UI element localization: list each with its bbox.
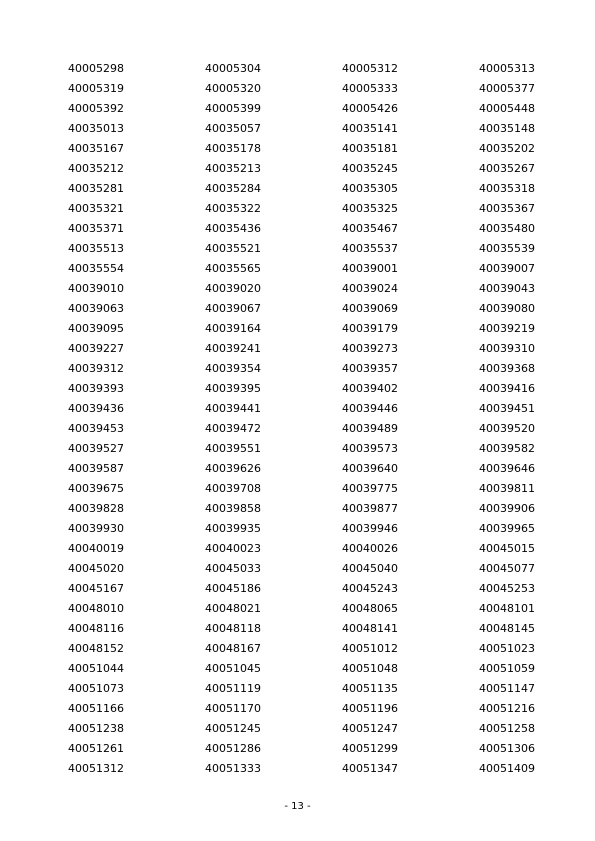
id-number-cell: 40039010 xyxy=(68,282,124,295)
id-number-cell: 40039354 xyxy=(205,362,261,375)
id-number-cell: 40045015 xyxy=(479,542,535,555)
id-number-cell: 40039965 xyxy=(479,522,535,535)
id-number-cell: 40039001 xyxy=(342,262,398,275)
id-number-cell: 40035181 xyxy=(342,142,398,155)
id-number-cell: 40005312 xyxy=(342,62,398,75)
grid-row xyxy=(68,680,548,700)
id-number-cell: 40039007 xyxy=(479,262,535,275)
grid-row xyxy=(68,240,548,260)
id-number-cell: 40035167 xyxy=(68,142,124,155)
id-number-cell: 40051147 xyxy=(479,682,535,695)
grid-row xyxy=(68,260,548,280)
id-number-cell: 40039472 xyxy=(205,422,261,435)
id-number-cell: 40039877 xyxy=(342,502,398,515)
id-number-cell: 40051286 xyxy=(205,742,261,755)
id-number-cell: 40039446 xyxy=(342,402,398,415)
id-number-cell: 40045167 xyxy=(68,582,124,595)
grid-row xyxy=(68,560,548,580)
id-number-cell: 40039179 xyxy=(342,322,398,335)
grid-row xyxy=(68,540,548,560)
id-number-cell: 40051044 xyxy=(68,662,124,675)
id-number-cell: 40045020 xyxy=(68,562,124,575)
grid-row xyxy=(68,80,548,100)
grid-row xyxy=(68,760,548,780)
id-number-cell: 40048167 xyxy=(205,642,261,655)
id-number-cell: 40035178 xyxy=(205,142,261,155)
id-number-cell: 40035325 xyxy=(342,202,398,215)
id-number-cell: 40005448 xyxy=(479,102,535,115)
grid-row xyxy=(68,380,548,400)
id-number-cell: 40048116 xyxy=(68,622,124,635)
id-number-cell: 40051312 xyxy=(68,762,124,775)
id-number-cell: 40005426 xyxy=(342,102,398,115)
id-number-cell: 40051170 xyxy=(205,702,261,715)
id-number-cell: 40039930 xyxy=(68,522,124,535)
id-number-cell: 40039402 xyxy=(342,382,398,395)
id-number-cell: 40035467 xyxy=(342,222,398,235)
id-number-cell: 40051196 xyxy=(342,702,398,715)
id-number-cell: 40035267 xyxy=(479,162,535,175)
grid-row xyxy=(68,700,548,720)
id-number-cell: 40039219 xyxy=(479,322,535,335)
id-number-cell: 40051012 xyxy=(342,642,398,655)
id-number-cell: 40039573 xyxy=(342,442,398,455)
grid-row xyxy=(68,660,548,680)
id-number-cell: 40005304 xyxy=(205,62,261,75)
id-number-cell: 40035436 xyxy=(205,222,261,235)
id-number-cell: 40039043 xyxy=(479,282,535,295)
id-number-cell: 40039520 xyxy=(479,422,535,435)
grid-row xyxy=(68,340,548,360)
id-number-cell: 40045033 xyxy=(205,562,261,575)
id-number-cell: 40039828 xyxy=(68,502,124,515)
grid-row xyxy=(68,160,548,180)
id-number-cell: 40048101 xyxy=(479,602,535,615)
id-number-cell: 40035367 xyxy=(479,202,535,215)
grid-row xyxy=(68,60,548,80)
id-number-cell: 40035565 xyxy=(205,262,261,275)
id-number-cell: 40039906 xyxy=(479,502,535,515)
id-number-cell: 40035245 xyxy=(342,162,398,175)
id-number-cell: 40040023 xyxy=(205,542,261,555)
id-number-cell: 40051045 xyxy=(205,662,261,675)
id-number-cell: 40035537 xyxy=(342,242,398,255)
id-number-cell: 40035013 xyxy=(68,122,124,135)
id-number-cell: 40039675 xyxy=(68,482,124,495)
id-number-cell: 40039441 xyxy=(205,402,261,415)
grid-row xyxy=(68,600,548,620)
grid-row xyxy=(68,400,548,420)
id-number-cell: 40039273 xyxy=(342,342,398,355)
id-number-cell: 40005399 xyxy=(205,102,261,115)
id-number-cell: 40048145 xyxy=(479,622,535,635)
id-number-cell: 40039164 xyxy=(205,322,261,335)
id-number-cell: 40039626 xyxy=(205,462,261,475)
id-number-cell: 40040026 xyxy=(342,542,398,555)
id-number-cell: 40039640 xyxy=(342,462,398,475)
id-number-cell: 40045186 xyxy=(205,582,261,595)
grid-row xyxy=(68,440,548,460)
id-number-cell: 40035202 xyxy=(479,142,535,155)
id-number-cell: 40035322 xyxy=(205,202,261,215)
grid-row xyxy=(68,120,548,140)
id-number-cell: 40039227 xyxy=(68,342,124,355)
id-number-grid xyxy=(68,60,548,780)
id-number-cell: 40051216 xyxy=(479,702,535,715)
id-number-cell: 40051073 xyxy=(68,682,124,695)
id-number-cell: 40039451 xyxy=(479,402,535,415)
id-number-cell: 40039069 xyxy=(342,302,398,315)
id-number-cell: 40005392 xyxy=(68,102,124,115)
grid-row xyxy=(68,520,548,540)
id-number-cell: 40039582 xyxy=(479,442,535,455)
id-number-cell: 40051299 xyxy=(342,742,398,755)
id-number-cell: 40048141 xyxy=(342,622,398,635)
grid-row xyxy=(68,220,548,240)
id-number-cell: 40035554 xyxy=(68,262,124,275)
grid-row xyxy=(68,420,548,440)
id-number-cell: 40039357 xyxy=(342,362,398,375)
id-number-cell: 40039395 xyxy=(205,382,261,395)
grid-row xyxy=(68,640,548,660)
id-number-cell: 40051135 xyxy=(342,682,398,695)
id-number-cell: 40039453 xyxy=(68,422,124,435)
id-number-cell: 40035513 xyxy=(68,242,124,255)
id-number-cell: 40039024 xyxy=(342,282,398,295)
id-number-cell: 40035539 xyxy=(479,242,535,255)
grid-row xyxy=(68,180,548,200)
grid-row xyxy=(68,740,548,760)
id-number-cell: 40039436 xyxy=(68,402,124,415)
id-number-cell: 40039587 xyxy=(68,462,124,475)
id-number-cell: 40039646 xyxy=(479,462,535,475)
id-number-cell: 40051333 xyxy=(205,762,261,775)
id-number-cell: 40051258 xyxy=(479,722,535,735)
id-number-cell: 40039310 xyxy=(479,342,535,355)
id-number-cell: 40039020 xyxy=(205,282,261,295)
id-number-cell: 40051347 xyxy=(342,762,398,775)
id-number-cell: 40051238 xyxy=(68,722,124,735)
grid-row xyxy=(68,140,548,160)
id-number-cell: 40035213 xyxy=(205,162,261,175)
id-number-cell: 40039946 xyxy=(342,522,398,535)
id-number-cell: 40005313 xyxy=(479,62,535,75)
id-number-cell: 40039312 xyxy=(68,362,124,375)
id-number-cell: 40045040 xyxy=(342,562,398,575)
id-number-cell: 40051119 xyxy=(205,682,261,695)
id-number-cell: 40035318 xyxy=(479,182,535,195)
grid-row xyxy=(68,360,548,380)
id-number-cell: 40051059 xyxy=(479,662,535,675)
id-number-cell: 40035321 xyxy=(68,202,124,215)
id-number-cell: 40039527 xyxy=(68,442,124,455)
id-number-cell: 40035057 xyxy=(205,122,261,135)
id-number-cell: 40039775 xyxy=(342,482,398,495)
id-number-cell: 40048021 xyxy=(205,602,261,615)
id-number-cell: 40051023 xyxy=(479,642,535,655)
id-number-cell: 40035521 xyxy=(205,242,261,255)
grid-row xyxy=(68,320,548,340)
id-number-cell: 40039080 xyxy=(479,302,535,315)
id-number-cell: 40051166 xyxy=(68,702,124,715)
id-number-cell: 40039811 xyxy=(479,482,535,495)
id-number-cell: 40051409 xyxy=(479,762,535,775)
id-number-cell: 40035141 xyxy=(342,122,398,135)
grid-row xyxy=(68,100,548,120)
id-number-cell: 40005333 xyxy=(342,82,398,95)
id-number-cell: 40048065 xyxy=(342,602,398,615)
id-number-cell: 40039858 xyxy=(205,502,261,515)
grid-row xyxy=(68,500,548,520)
id-number-cell: 40048118 xyxy=(205,622,261,635)
id-number-cell: 40039393 xyxy=(68,382,124,395)
page-number: - 13 - xyxy=(284,801,311,812)
grid-row xyxy=(68,580,548,600)
id-number-cell: 40035284 xyxy=(205,182,261,195)
id-number-cell: 40039063 xyxy=(68,302,124,315)
id-number-cell: 40039095 xyxy=(68,322,124,335)
id-number-cell: 40039416 xyxy=(479,382,535,395)
id-number-cell: 40039489 xyxy=(342,422,398,435)
id-number-cell: 40051048 xyxy=(342,662,398,675)
id-number-cell: 40039067 xyxy=(205,302,261,315)
id-number-cell: 40005377 xyxy=(479,82,535,95)
grid-row xyxy=(68,280,548,300)
id-number-cell: 40039551 xyxy=(205,442,261,455)
grid-row xyxy=(68,620,548,640)
id-number-cell: 40039241 xyxy=(205,342,261,355)
id-number-cell: 40035212 xyxy=(68,162,124,175)
id-number-cell: 40051261 xyxy=(68,742,124,755)
id-number-cell: 40045077 xyxy=(479,562,535,575)
id-number-cell: 40035148 xyxy=(479,122,535,135)
id-number-cell: 40045243 xyxy=(342,582,398,595)
id-number-cell: 40048152 xyxy=(68,642,124,655)
id-number-cell: 40039368 xyxy=(479,362,535,375)
id-number-cell: 40048010 xyxy=(68,602,124,615)
id-number-cell: 40005298 xyxy=(68,62,124,75)
id-number-cell: 40039708 xyxy=(205,482,261,495)
grid-row xyxy=(68,200,548,220)
grid-row xyxy=(68,720,548,740)
grid-row xyxy=(68,460,548,480)
id-number-cell: 40035480 xyxy=(479,222,535,235)
grid-row xyxy=(68,480,548,500)
id-number-cell: 40040019 xyxy=(68,542,124,555)
id-number-cell: 40005319 xyxy=(68,82,124,95)
id-number-cell: 40035305 xyxy=(342,182,398,195)
id-number-cell: 40039935 xyxy=(205,522,261,535)
id-number-cell: 40045253 xyxy=(479,582,535,595)
id-number-cell: 40005320 xyxy=(205,82,261,95)
id-number-cell: 40035281 xyxy=(68,182,124,195)
grid-row xyxy=(68,300,548,320)
id-number-cell: 40035371 xyxy=(68,222,124,235)
id-number-cell: 40051247 xyxy=(342,722,398,735)
id-number-cell: 40051306 xyxy=(479,742,535,755)
id-number-cell: 40051245 xyxy=(205,722,261,735)
